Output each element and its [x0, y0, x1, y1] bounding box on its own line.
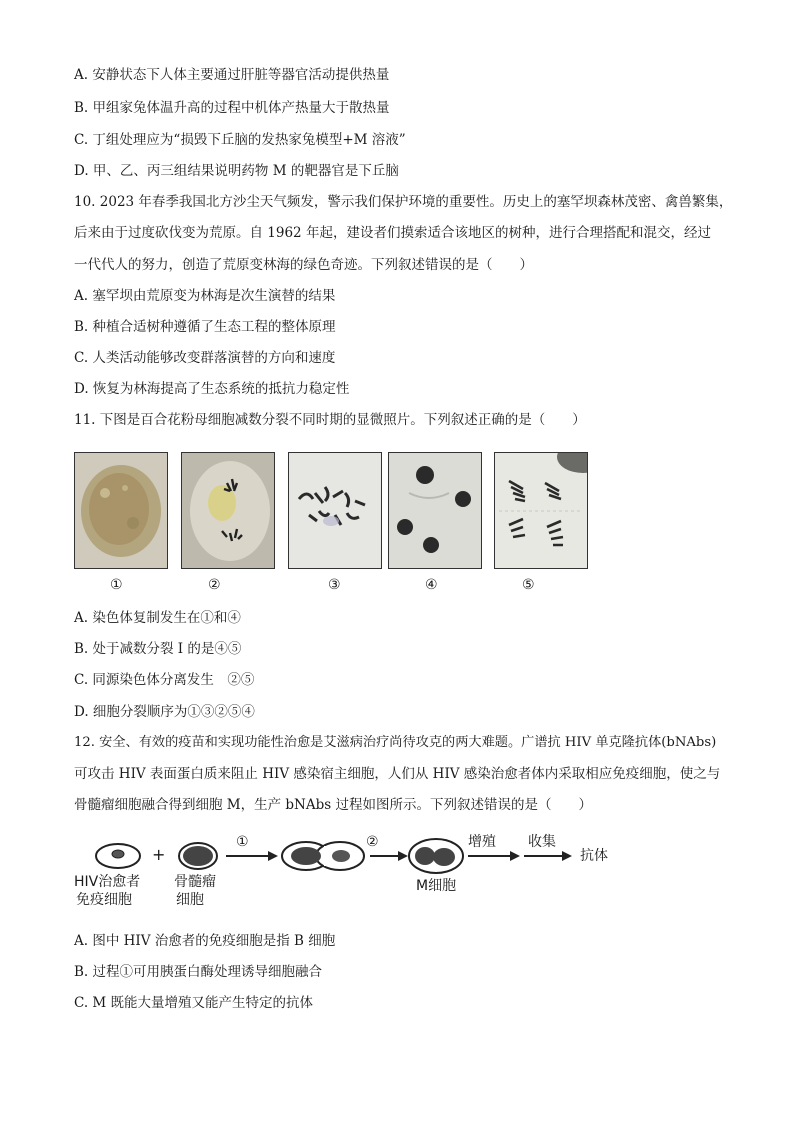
q9-option-d: D. 甲、乙、丙三组结果说明药物 M 的靶器官是下丘脑	[74, 163, 399, 179]
micrograph-4-label: ④	[425, 577, 438, 593]
myeloma-label-line-2: 细胞	[176, 892, 204, 908]
micrograph-2-label: ②	[208, 577, 221, 593]
q10-option-d: D. 恢复为林海提高了生态系统的抵抗力稳定性	[74, 381, 350, 397]
micrograph-1-image	[75, 453, 167, 568]
step-collect-label: 收集	[528, 834, 556, 850]
micrograph-1	[74, 452, 168, 569]
q11-stem: 11. 下图是百合花粉母细胞减数分裂不同时期的显微照片。下列叙述正确的是（ ）	[74, 412, 586, 428]
q10-stem-line-1: 10. 2023 年春季我国北方沙尘天气频发，警示我们保护环境的重要性。历史上的塞罕坝森林茂密、禽兽繁集，	[74, 194, 733, 210]
q10-option-c: C. 人类活动能够改变群落演替的方向和速度	[74, 350, 336, 366]
plus-sign: +	[152, 845, 166, 864]
micrograph-3	[288, 452, 382, 569]
q10-option-b: B. 种植合适树种遵循了生态工程的整体原理	[74, 319, 336, 335]
arrow-2	[398, 851, 408, 861]
q12-stem-line-2: 可攻击 HIV 表面蛋白质来阻止 HIV 感染宿主细胞，人们从 HIV 感染治愈者体内采取相应免疫细胞，使之与	[74, 766, 721, 782]
q9-option-b: B. 甲组家兔体温升高的过程中机体产热量大于散热量	[74, 100, 390, 116]
m-cell-label: M细胞	[416, 878, 457, 894]
myeloma-label-line-1: 骨髓瘤	[174, 874, 216, 890]
q11-option-d: D. 细胞分裂顺序为①③②⑤④	[74, 704, 255, 720]
q11-option-a: A. 染色体复制发生在①和④	[74, 610, 241, 626]
q9-option-c: C. 丁组处理应为“损毁下丘脑的发热家兔模型+M 溶液”	[74, 132, 406, 148]
q12-option-c: C. M 既能大量增殖又能产生特定的抗体	[74, 995, 314, 1011]
immune-cell-label-line-1: HIV治愈者	[74, 874, 141, 890]
arrow-1	[268, 851, 278, 861]
hybridoma-flow-diagram	[74, 832, 634, 912]
micrograph-2-image	[182, 453, 274, 568]
q11-option-c: C. 同源染色体分离发生 ②⑤	[74, 672, 255, 688]
step-proliferate-label: 增殖	[468, 834, 496, 850]
q12-option-b: B. 过程①可用胰蛋白酶处理诱导细胞融合	[74, 964, 323, 980]
micrograph-4-image	[389, 453, 481, 568]
q12-stem-line-3: 骨髓瘤细胞融合得到细胞 M，生产 bNAbs 过程如图所示。下列叙述错误的是（ ）	[74, 797, 592, 813]
arrow-4	[562, 851, 572, 861]
micrograph-5-image	[495, 453, 587, 568]
micrograph-4	[388, 452, 482, 569]
micrograph-3-image	[289, 453, 381, 568]
micrograph-2	[181, 452, 275, 569]
step-2-label: ②	[366, 834, 379, 850]
q10-stem-line-3: 一代代人的努力，创造了荒原变林海的绿色奇迹。下列叙述错误的是（ ）	[74, 257, 533, 273]
antibody-label: 抗体	[580, 848, 608, 864]
q10-stem-line-2: 后来由于过度砍伐变为荒原。自 1962 年起，建设者们摸索适合该地区的树种，进行合理搭配和混交，经过	[74, 225, 711, 241]
arrow-3	[510, 851, 520, 861]
q11-option-b: B. 处于减数分裂 I 的是④⑤	[74, 641, 242, 657]
q10-option-a: A. 塞罕坝由荒原变为林海是次生演替的结果	[74, 288, 336, 304]
immune-cell-label-line-2: 免疫细胞	[76, 892, 132, 908]
micrograph-5	[494, 452, 588, 569]
q9-option-a: A. 安静状态下人体主要通过肝脏等器官活动提供热量	[74, 67, 390, 83]
step-1-label: ①	[236, 834, 249, 850]
micrograph-5-label: ⑤	[522, 577, 535, 593]
micrograph-3-label: ③	[328, 577, 341, 593]
q12-stem-line-1: 12. 安全、有效的疫苗和实现功能性治愈是艾滋病治疗尚待攻克的两大难题。广谱抗 HIV 单克隆抗体(bNAbs)	[74, 735, 717, 750]
micrograph-1-label: ①	[110, 577, 123, 593]
q12-option-a: A. 图中 HIV 治愈者的免疫细胞是指 B 细胞	[74, 933, 336, 949]
